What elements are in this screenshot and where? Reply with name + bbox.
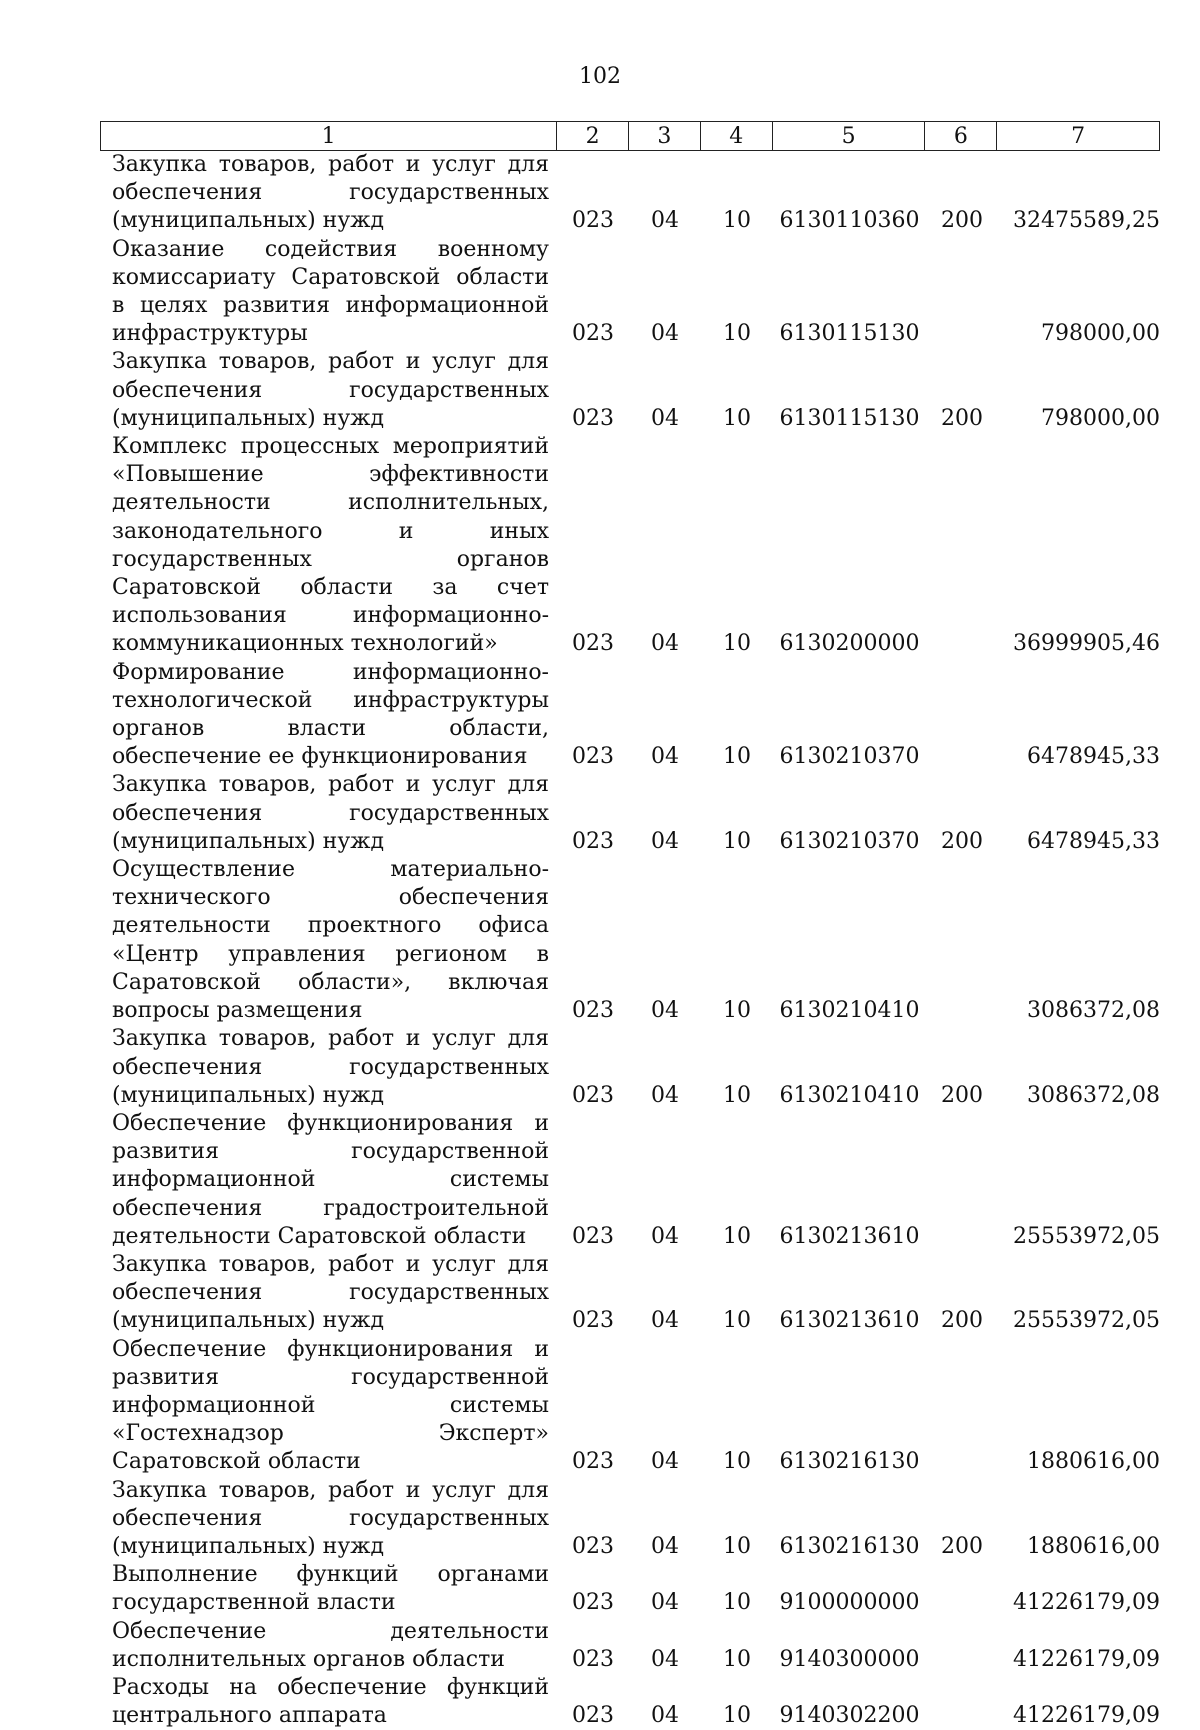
row-section-code: 04	[651, 1223, 679, 1249]
row-description: Закупка товаров, работ и услуг для обеспечения государственных (муниципальных) нужд	[112, 1251, 549, 1334]
row-subsection-code: 10	[723, 1082, 751, 1108]
row-target-article: 6130210410	[779, 998, 920, 1024]
row-target-article: 6130200000	[779, 631, 920, 657]
table-row	[100, 856, 1160, 1025]
row-ministry-code: 023	[572, 1590, 614, 1616]
row-subsection-code: 10	[723, 1646, 751, 1672]
row-ministry-code: 023	[572, 1533, 614, 1559]
row-section-code: 04	[651, 1590, 679, 1616]
row-subsection-code: 10	[723, 1449, 751, 1475]
row-target-article: 9140300000	[779, 1646, 920, 1672]
table-row	[100, 151, 1160, 236]
header-col-6: 6	[925, 122, 997, 150]
table-row	[100, 1477, 1160, 1562]
table-row	[100, 771, 1160, 856]
row-description: Оказание содействия военному комиссариату Саратовской области в целях развития информационной инфраструктуры	[112, 236, 549, 347]
row-expense-type: 200	[941, 828, 983, 854]
row-amount: 1880616,00	[1027, 1449, 1160, 1475]
row-subsection-code: 10	[723, 1533, 751, 1559]
row-ministry-code: 023	[572, 208, 614, 234]
row-amount: 1880616,00	[1027, 1533, 1160, 1559]
row-subsection-code: 10	[723, 744, 751, 770]
row-section-code: 04	[651, 321, 679, 347]
row-amount: 6478945,33	[1027, 828, 1160, 854]
table-row	[100, 659, 1160, 772]
row-subsection-code: 10	[723, 1223, 751, 1249]
row-subsection-code: 10	[723, 998, 751, 1024]
row-amount: 41226179,09	[1013, 1703, 1160, 1729]
row-ministry-code: 023	[572, 1308, 614, 1334]
row-target-article: 9100000000	[779, 1590, 920, 1616]
row-description: Осуществление материально-технического обеспечения деятельности проектного офиса «Центр управления регионом в Саратовской области», включая вопросы размещения	[112, 857, 549, 1024]
row-ministry-code: 023	[572, 321, 614, 347]
row-section-code: 04	[651, 1646, 679, 1672]
row-description: Обеспечение деятельности исполнительных органов области	[112, 1618, 549, 1672]
row-amount: 3086372,08	[1027, 998, 1160, 1024]
row-amount: 41226179,09	[1013, 1646, 1160, 1672]
row-amount: 798000,00	[1041, 405, 1160, 431]
row-section-code: 04	[651, 1308, 679, 1334]
row-ministry-code: 023	[572, 828, 614, 854]
row-expense-type: 200	[941, 1308, 983, 1334]
header-col-7: 7	[1071, 123, 1086, 149]
row-description: Выполнение функций органами государственной власти	[112, 1562, 549, 1616]
row-expense-type: 200	[941, 208, 983, 234]
row-description: Расходы на обеспечение функций центрального аппарата	[112, 1674, 549, 1729]
table-row	[100, 1561, 1160, 1617]
row-subsection-code: 10	[723, 1308, 751, 1334]
row-subsection-code: 10	[723, 828, 751, 854]
row-expense-type: 200	[941, 1082, 983, 1108]
table-row	[100, 1336, 1160, 1477]
header-col-3: 3	[629, 122, 701, 150]
row-ministry-code: 023	[572, 1449, 614, 1475]
row-ministry-code: 023	[572, 1646, 614, 1672]
row-target-article: 6130210410	[779, 1082, 920, 1108]
row-target-article: 6130213610	[779, 1308, 920, 1334]
row-subsection-code: 10	[723, 208, 751, 234]
row-ministry-code: 023	[572, 1703, 614, 1729]
table-row	[100, 1251, 1160, 1336]
row-amount: 36999905,46	[1013, 631, 1160, 657]
table-row	[100, 1025, 1160, 1110]
row-subsection-code: 10	[723, 405, 751, 431]
header-col-1: 1	[101, 122, 557, 150]
row-ministry-code: 023	[572, 744, 614, 770]
row-subsection-code: 10	[723, 321, 751, 347]
row-description: Закупка товаров, работ и услуг для обеспечения государственных (муниципальных) нужд	[112, 152, 549, 234]
row-target-article: 6130213610	[779, 1223, 920, 1249]
table-header	[100, 121, 1160, 151]
row-description: Закупка товаров, работ и услуг для обеспечения государственных (муниципальных) нужд	[112, 1477, 549, 1559]
row-description: Обеспечение функционирования и развития государственной информационной системы «Гостехнадзор Эксперт» Саратовской области	[112, 1336, 549, 1475]
row-amount: 25553972,05	[1013, 1223, 1160, 1249]
row-section-code: 04	[651, 1703, 679, 1729]
row-ministry-code: 023	[572, 1223, 614, 1249]
row-ministry-code: 023	[572, 998, 614, 1024]
row-target-article: 6130216130	[779, 1449, 920, 1475]
row-description: Закупка товаров, работ и услуг для обеспечения государственных (муниципальных) нужд	[112, 772, 549, 854]
row-expense-type: 200	[941, 1533, 983, 1559]
row-description: Формирование информационно-технологической инфраструктуры органов власти области, обеспечение ее функционирования	[112, 659, 549, 770]
row-ministry-code: 023	[572, 1082, 614, 1108]
row-amount: 25553972,05	[1013, 1308, 1160, 1334]
row-description: Закупка товаров, работ и услуг для обеспечения государственных (муниципальных) нужд	[112, 1026, 549, 1108]
row-amount: 798000,00	[1041, 321, 1160, 347]
page-number: 102	[579, 64, 621, 89]
row-section-code: 04	[651, 998, 679, 1024]
row-section-code: 04	[651, 828, 679, 854]
row-target-article: 6130115130	[779, 405, 920, 431]
row-target-article: 6130216130	[779, 1533, 920, 1559]
row-amount: 6478945,33	[1027, 744, 1160, 770]
row-section-code: 04	[651, 1082, 679, 1108]
row-target-article: 6130210370	[779, 828, 920, 854]
header-col-2: 2	[557, 122, 629, 150]
row-description: Комплекс процессных мероприятий «Повышение эффективности деятельности исполнительных, законодательного и иных государственных органов Саратовской области за счет использования информационно-коммуникационных технологий»	[112, 434, 549, 657]
row-section-code: 04	[651, 631, 679, 657]
row-description: Закупка товаров, работ и услуг для обеспечения государственных (муниципальных) нужд	[112, 349, 549, 431]
row-target-article: 9140302200	[779, 1703, 920, 1729]
row-subsection-code: 10	[723, 631, 751, 657]
row-amount: 3086372,08	[1027, 1082, 1160, 1108]
row-section-code: 04	[651, 405, 679, 431]
row-target-article: 6130115130	[779, 321, 920, 347]
table-row	[100, 433, 1160, 659]
header-col-4: 4	[701, 122, 773, 150]
table-row	[100, 1618, 1160, 1674]
row-target-article: 6130110360	[779, 208, 920, 234]
table-body	[100, 151, 1160, 1730]
row-section-code: 04	[651, 1533, 679, 1559]
row-expense-type: 200	[941, 405, 983, 431]
row-section-code: 04	[651, 208, 679, 234]
table-row	[100, 236, 1160, 349]
row-ministry-code: 023	[572, 631, 614, 657]
row-ministry-code: 023	[572, 405, 614, 431]
table-row	[100, 1110, 1160, 1251]
table-row	[100, 348, 1160, 433]
header-col-5: 5	[773, 122, 926, 150]
row-subsection-code: 10	[723, 1703, 751, 1729]
row-description: Обеспечение функционирования и развития государственной информационной системы обеспечения градостроительной деятельности Саратовской области	[112, 1110, 549, 1249]
row-section-code: 04	[651, 1449, 679, 1475]
row-subsection-code: 10	[723, 1590, 751, 1616]
row-target-article: 6130210370	[779, 744, 920, 770]
row-amount: 41226179,09	[1013, 1590, 1160, 1616]
row-section-code: 04	[651, 744, 679, 770]
row-amount: 32475589,25	[1013, 208, 1160, 234]
table-row	[100, 1674, 1160, 1730]
